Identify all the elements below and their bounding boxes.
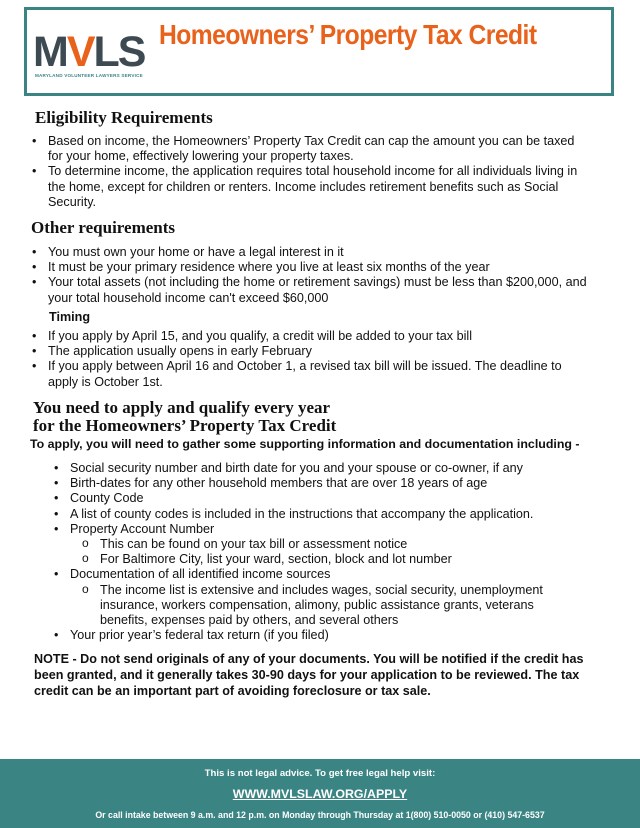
timing-label: Timing <box>49 310 91 324</box>
apply-heading-line1: You need to apply and qualify every year <box>33 398 331 417</box>
eligibility-list <box>31 134 591 210</box>
apply-heading <box>33 399 336 435</box>
footer-link[interactable]: WWW.MVLSLAW.ORG/APPLY <box>232 787 408 801</box>
list-item: • Your prior year’s federal tax return (if you filed) <box>53 628 573 643</box>
footer-banner <box>0 759 640 828</box>
list-item: • County Code <box>53 491 573 506</box>
mvls-logo <box>33 30 151 80</box>
property-account-label: Property Account Number <box>70 521 215 536</box>
timing-list <box>31 329 591 390</box>
list-item: • It must be your primary residence where you live at least six months of the year <box>31 260 591 275</box>
property-sublist <box>70 537 573 567</box>
apply-heading-line2: for the Homeowners’ Property Tax Credit <box>33 416 337 435</box>
footer-disclaimer: This is not legal advice. To get free legal help visit: <box>204 768 436 779</box>
list-item: • Your total assets (not including the home or retirement savings) must be less than $200,000, and your total household income can't exceed $60,000 <box>31 275 591 305</box>
income-docs-label: Documentation of all identified income sources <box>70 567 331 582</box>
logo-letters: MVLS <box>33 28 145 76</box>
other-requirements-heading: Other requirements <box>31 218 176 237</box>
list-item <box>53 522 573 568</box>
page-title: Homeowners’ Property Tax Credit <box>159 19 537 50</box>
sub-list-item: o For Baltimore City, list your ward, section, block and lot number <box>70 552 573 567</box>
other-requirements-list <box>31 245 591 306</box>
sub-list-item: o This can be found on your tax bill or assessment notice <box>70 537 573 552</box>
header-banner <box>24 7 614 96</box>
list-item <box>53 567 573 628</box>
list-item: • If you apply by April 15, and you qualify, a credit will be added to your tax bill <box>31 329 591 344</box>
apply-intro: To apply, you will need to gather some supporting information and documentation including - <box>30 437 580 451</box>
list-item: • Social security number and birth date for you and your spouse or co-owner, if any <box>53 461 573 476</box>
list-item: • To determine income, the application requires total household income for all individuals living in the home, except for children or renters. Income includes retirement benefits such as Social Security. <box>31 164 591 210</box>
income-sublist <box>70 583 573 629</box>
eligibility-heading: Eligibility Requirements <box>35 108 213 127</box>
footer-phone-info: Or call intake between 9 a.m. and 12 p.m. on Monday through Thursday at 1(800) 510-0050 or (410) 547-6537 <box>95 810 545 820</box>
documents-list <box>53 461 573 643</box>
note-paragraph: NOTE - Do not send originals of any of your documents. You will be notified if the credit has been granted, and it generally takes 30-90 days for your application to be reviewed. The tax credit can be an important part of avoiding foreclosure or tax sale. <box>34 652 584 698</box>
list-item: • Based on income, the Homeowners’ Property Tax Credit can cap the amount you can be taxed for your home, effectively lowering your property taxes. <box>31 134 591 164</box>
sub-list-item: o The income list is extensive and includes wages, social security, unemployment insurance, workers compensation, alimony, public assistance grants, veterans benefits, expenses paid by others, and several others <box>70 583 573 629</box>
list-item: • You must own your home or have a legal interest in it <box>31 245 591 260</box>
list-item: • The application usually opens in early February <box>31 344 591 359</box>
list-item: • Birth-dates for any other household members that are over 18 years of age <box>53 476 573 491</box>
list-item: • If you apply between April 16 and October 1, a revised tax bill will be issued. The deadline to apply is October 1st. <box>31 359 591 389</box>
logo-subtitle: MARYLAND VOLUNTEER LAWYERS SERVICE <box>35 73 143 78</box>
list-item: • A list of county codes is included in the instructions that accompany the application. <box>53 507 573 522</box>
